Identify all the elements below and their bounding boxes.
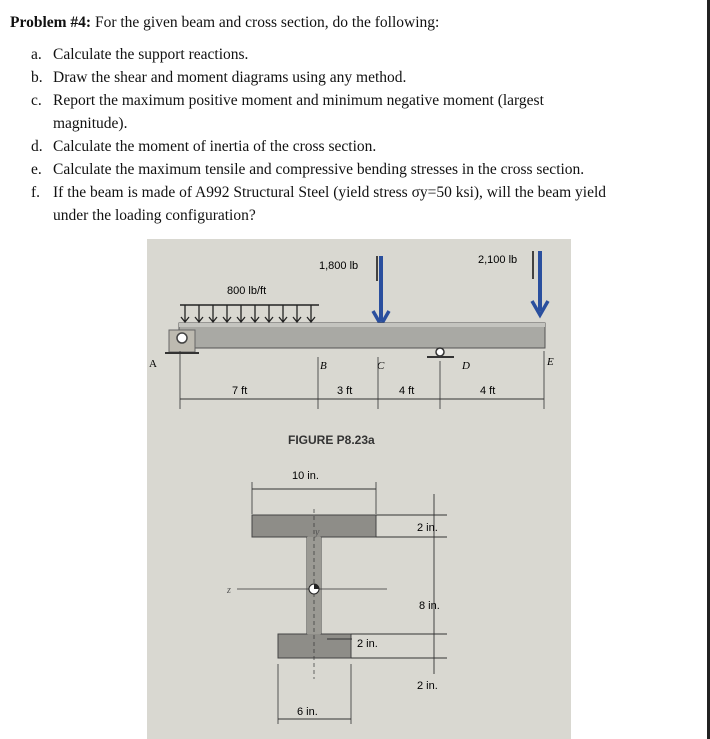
beam-figure-photo [147, 239, 571, 739]
item-text: If the beam is made of A992 Structural Steel (yield stress σy=50 ksi), will the beam yield [53, 184, 607, 201]
item-marker: a. [31, 46, 42, 63]
item-text-continued: under the loading configuration? [53, 207, 256, 224]
item-text-continued: magnitude). [53, 115, 128, 132]
pin-support-hinge [177, 333, 187, 343]
problem-label: Problem #4: [10, 14, 92, 31]
top-flange-label: 2 in. [417, 522, 438, 534]
list-item [31, 92, 544, 110]
item-text: Calculate the support reactions. [53, 46, 249, 63]
list-item [31, 46, 248, 64]
list-item-continuation [53, 207, 256, 225]
figure-caption: FIGURE P8.23a [288, 433, 375, 447]
web-height-label: 8 in. [419, 600, 440, 612]
load-e-label: 2,100 lb [478, 254, 518, 266]
list-item [31, 69, 406, 87]
web-width-label: 2 in. [357, 638, 378, 650]
span-bc-label: 3 ft [337, 385, 353, 397]
item-text: Report the maximum positive moment and minimum negative moment (largest [53, 92, 544, 109]
bottom-width-label: 6 in. [297, 706, 318, 718]
item-text: Draw the shear and moment diagrams using any method. [53, 69, 407, 86]
item-marker: d. [31, 138, 43, 155]
roller-support [436, 348, 444, 356]
span-de-label: 4 ft [480, 385, 496, 397]
point-label-d: D [462, 360, 470, 372]
item-marker: f. [31, 184, 41, 201]
item-text: Calculate the moment of inertia of the cross section. [53, 138, 377, 155]
list-item-continuation [53, 115, 127, 133]
list-item [31, 184, 606, 202]
problem-intro: For the given beam and cross section, do the following: [91, 14, 440, 31]
flange-width-label: 10 in. [292, 470, 319, 482]
beam-highlight [179, 323, 545, 327]
problem-heading [10, 14, 439, 32]
item-marker: e. [31, 161, 42, 178]
list-item [31, 161, 584, 179]
z-axis-label: z [227, 585, 231, 596]
point-label-a: A [149, 358, 157, 370]
bottom-flange-label: 2 in. [417, 680, 438, 692]
distributed-load-label: 800 lb/ft [227, 285, 267, 297]
point-label-b: B [320, 360, 327, 372]
point-label-e: E [547, 356, 554, 368]
span-ab-label: 7 ft [232, 385, 248, 397]
list-item [31, 138, 376, 156]
y-axis-label: y [315, 527, 320, 538]
item-marker: c. [31, 92, 42, 109]
point-label-c: C [377, 360, 385, 372]
load-c-label: 1,800 lb [319, 260, 359, 272]
item-marker: b. [31, 69, 43, 86]
span-cd-label: 4 ft [399, 385, 415, 397]
item-text: Calculate the maximum tensile and compressive bending stresses in the cross section. [53, 161, 585, 178]
